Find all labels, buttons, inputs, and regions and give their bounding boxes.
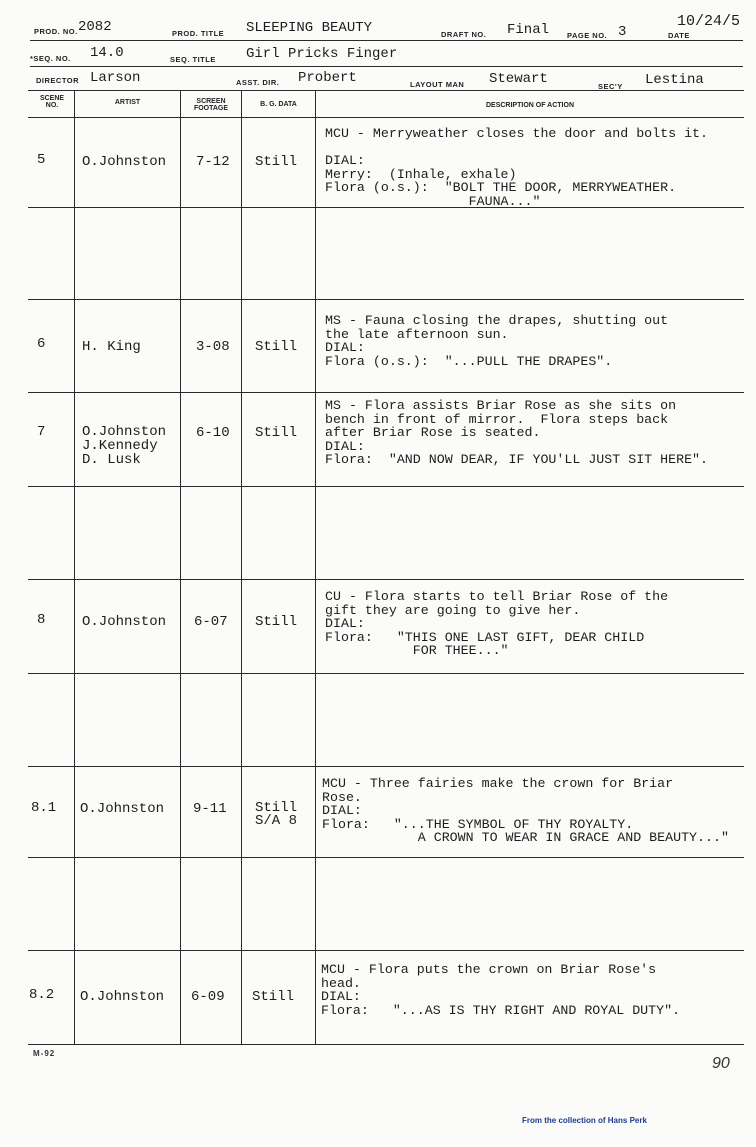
row-rule [28, 950, 744, 951]
scene-number: 8 [37, 612, 46, 628]
prod-no-value: 2082 [78, 19, 112, 35]
row-rule [28, 673, 744, 674]
column-header-artist: ARTIST [114, 99, 141, 106]
screen-footage: 3-08 [196, 339, 230, 355]
date-label: DATE [668, 31, 690, 40]
action-description: CU - Flora starts to tell Briar Rose of the gift they are going to give her. DIAL: Flora: "THIS ONE LAST GIFT, DEAR CHILD FOR THEE..." [325, 589, 669, 658]
form-number: M-92 [33, 1049, 56, 1058]
action-description: MS - Fauna closing the drapes, shutting out the late afternoon sun. DIAL: Flora (o.s.): "...PULL THE DRAPES". [325, 313, 669, 369]
column-divider-scene [74, 90, 75, 1045]
column-header-bg-data: B. G. DATA [260, 101, 297, 108]
column-header-footage-line2: FOOTAGE [193, 105, 229, 112]
column-header-footage [181, 98, 241, 112]
screen-footage: 9-11 [193, 801, 227, 817]
column-header-scene [30, 95, 74, 109]
layout-man-value: Stewart [489, 71, 548, 87]
artist-name: O.Johnston [80, 801, 165, 817]
seq-title-label: SEQ. TITLE [170, 55, 216, 64]
screen-footage: 6-09 [191, 989, 225, 1005]
row-rule [28, 299, 744, 300]
row-rule [28, 766, 744, 767]
prod-title-label: PROD. TITLE [172, 29, 225, 38]
scene-number: 8.2 [29, 987, 55, 1003]
layout-man-label: LAYOUT MAN [410, 80, 465, 89]
scene-number: 8.1 [31, 800, 57, 816]
page-no-label: PAGE NO. [567, 31, 608, 40]
scene-number: 5 [37, 152, 46, 168]
date-value: 10/24/5 [677, 13, 741, 30]
seq-title-value: Girl Pricks Finger [246, 46, 398, 62]
column-header-scene-line2: NO. [45, 102, 59, 109]
column-header-scene-line1: SCENE [39, 95, 65, 102]
page-number-handwritten: 90 [712, 1055, 730, 1072]
action-description: MCU - Three fairies make the crown for Briar Rose. DIAL: Flora: "...THE SYMBOL OF THY ROYALTY. A CROWN TO WEAR IN GRACE AND BEAUTY..." [322, 776, 729, 845]
bg-data: Still [255, 425, 298, 441]
column-header-description: DESCRIPTION OF ACTION [485, 102, 575, 109]
table-bottom-rule [28, 1044, 744, 1045]
screen-footage: 6-07 [194, 614, 228, 630]
header-rule-2 [30, 66, 743, 67]
column-divider-bg [315, 90, 316, 1045]
artist-name: O.Johnston [82, 154, 167, 170]
column-divider-artist [180, 90, 181, 1045]
collection-credit: From the collection of Hans Perk [522, 1116, 647, 1125]
secy-value: Lestina [645, 72, 704, 88]
artist-name: O.Johnston J.Kennedy D. Lusk [82, 424, 167, 468]
bg-data: Still [255, 614, 298, 630]
row-rule [28, 392, 744, 393]
asst-dir-value: Probert [298, 70, 357, 86]
column-header-rule [28, 117, 744, 118]
secy-label: SEC'Y [598, 82, 623, 91]
screen-footage: 6-10 [196, 425, 230, 441]
draft-no-value: Final [507, 22, 550, 38]
row-rule [28, 857, 744, 858]
director-label: DIRECTOR [36, 76, 80, 85]
asst-dir-label: ASST. DIR. [236, 78, 280, 87]
bg-data: Still [255, 339, 298, 355]
page-no-value: 3 [618, 24, 627, 40]
row-rule [28, 486, 744, 487]
scene-number: 7 [37, 424, 46, 440]
seq-no-value: 14.0 [90, 45, 124, 61]
seq-no-label: *SEQ. NO. [30, 54, 71, 63]
action-description: MCU - Flora puts the crown on Briar Rose's head. DIAL: Flora: "...AS IS THY RIGHT AND ROYAL DUTY". [321, 962, 681, 1018]
prod-no-label: PROD. NO. [34, 27, 78, 36]
row-rule [28, 579, 744, 580]
director-value: Larson [90, 70, 141, 86]
prod-title-value: SLEEPING BEAUTY [246, 20, 373, 36]
action-description: MCU - Merryweather closes the door and bolts it. DIAL: Merry: (Inhale, exhale) Flora (o.s.): "BOLT THE DOOR, MERRYWEATHER. FAUNA..." [325, 126, 709, 209]
column-divider-footage [241, 90, 242, 1045]
scene-number: 6 [37, 336, 46, 352]
action-description: MS - Flora assists Briar Rose as she sits on bench in front of mirror. Flora steps back after Briar Rose is seated. DIAL: Flora: "AND NOW DEAR, IF YOU'LL JUST SIT HERE". [325, 398, 709, 467]
bg-data: Still [255, 154, 298, 170]
screen-footage: 7-12 [196, 154, 230, 170]
draft-no-label: DRAFT NO. [441, 30, 487, 39]
artist-name: H. King [82, 339, 141, 355]
artist-name: O.Johnston [80, 989, 165, 1005]
artist-name: O.Johnston [82, 614, 167, 630]
bg-data: Still [252, 989, 295, 1005]
table-top-rule [28, 90, 744, 91]
bg-data: Still S/A 8 [255, 800, 298, 829]
header-rule-1 [30, 40, 743, 41]
column-header-footage-line1: SCREEN [196, 98, 226, 105]
